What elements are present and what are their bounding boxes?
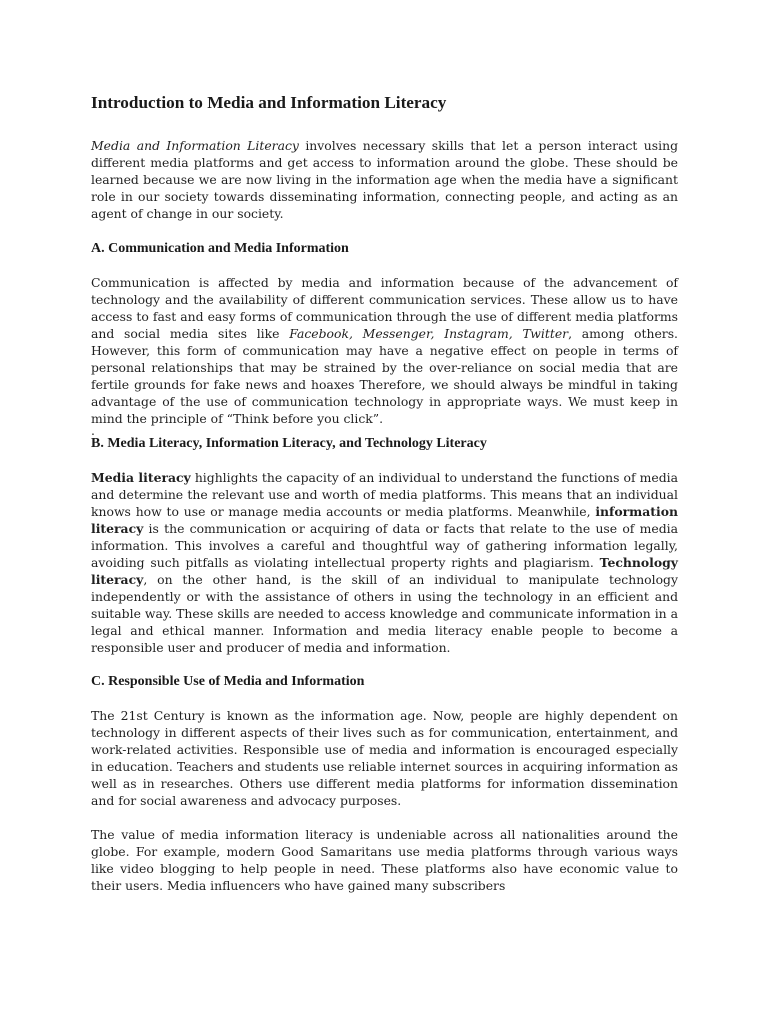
section-b-paragraph — [91, 469, 678, 656]
section-b-heading: B. Media Literacy, Information Literacy, and Technology Literacy — [91, 436, 487, 451]
section-a-paragraph — [91, 274, 678, 427]
intro-term: Media and Information Literacy — [91, 138, 299, 153]
section-a-sites: Facebook, Messenger, Instagram, Twitter — [289, 326, 569, 341]
intro-text: involves necessary skills that let a person interact using different media platforms and get access to information around the globe. These should be learned because we are now living in the information age when the media have a significant role in our society towards disseminating information, connecting people, and acting as an agent of change in our society. — [91, 138, 678, 221]
term-media-literacy: Media literacy — [91, 470, 191, 485]
section-b-text3: , on the other hand, is the skill of an individual to manipulate technology independently or with the assistance of others in using the technology in an efficient and suitable way. These skills are needed to access knowledge and communicate information in a legal and ethical manner. Information and media literacy enable people to become a responsible user and producer of media and information. — [91, 572, 678, 655]
section-c-heading: C. Responsible Use of Media and Information — [91, 674, 365, 689]
section-a-text-part1: Communication is affected by media and information because of the advancement of technology and the availability of different communication services. These allow us to have access to fast and easy forms of communication through the use of different media platforms and social media sites like — [91, 275, 678, 341]
section-b-text2: is the communication or acquiring of data or facts that relate to the use of media information. This involves a careful and thoughtful way of gathering information legally, avoiding such pitfalls as violating intellectual property rights and plagiarism. — [91, 521, 678, 570]
section-a-trailing-mark: . — [91, 423, 95, 438]
term-technology-literacy: Technology literacy — [91, 555, 678, 587]
section-a-text-part2: , among others. However, this form of communication may have a negative effect on people in terms of personal relationships that may be strained by the over-reliance on social media that are fertile grounds for fake news and hoaxes Therefore, we should always be mindful in taking advantage of the use of communication technology in appropriate ways. We must keep in mind the principle of “Think before you click”. — [91, 326, 678, 426]
section-a-heading: A. Communication and Media Information — [91, 241, 349, 256]
section-b-text1: highlights the capacity of an individual to understand the functions of media and determine the relevant use and worth of media platforms. This means that an individual knows how to use or manage media accounts or media platforms. Meanwhile, — [91, 470, 678, 519]
term-information-literacy: information literacy — [91, 504, 678, 536]
intro-paragraph — [91, 137, 678, 222]
section-c-paragraph-2: The value of media information literacy is undeniable across all nationalities around the globe. For example, modern Good Samaritans use media platforms through various ways like video blogging to help people in need. These platforms also have economic value to their users. Media influencers who have gained many subscribers — [91, 827, 678, 893]
document-title: Introduction to Media and Information Literacy — [91, 93, 447, 112]
section-c-paragraph-1: The 21st Century is known as the information age. Now, people are highly dependent on technology in different aspects of their lives such as for communication, entertainment, and work-related activities. Responsible use of media and information is encouraged especially in education. Teachers and students use reliable internet sources in acquiring information as well as in researches. Others use different media platforms for information dissemination and for social awareness and advocacy purposes. — [91, 708, 678, 808]
